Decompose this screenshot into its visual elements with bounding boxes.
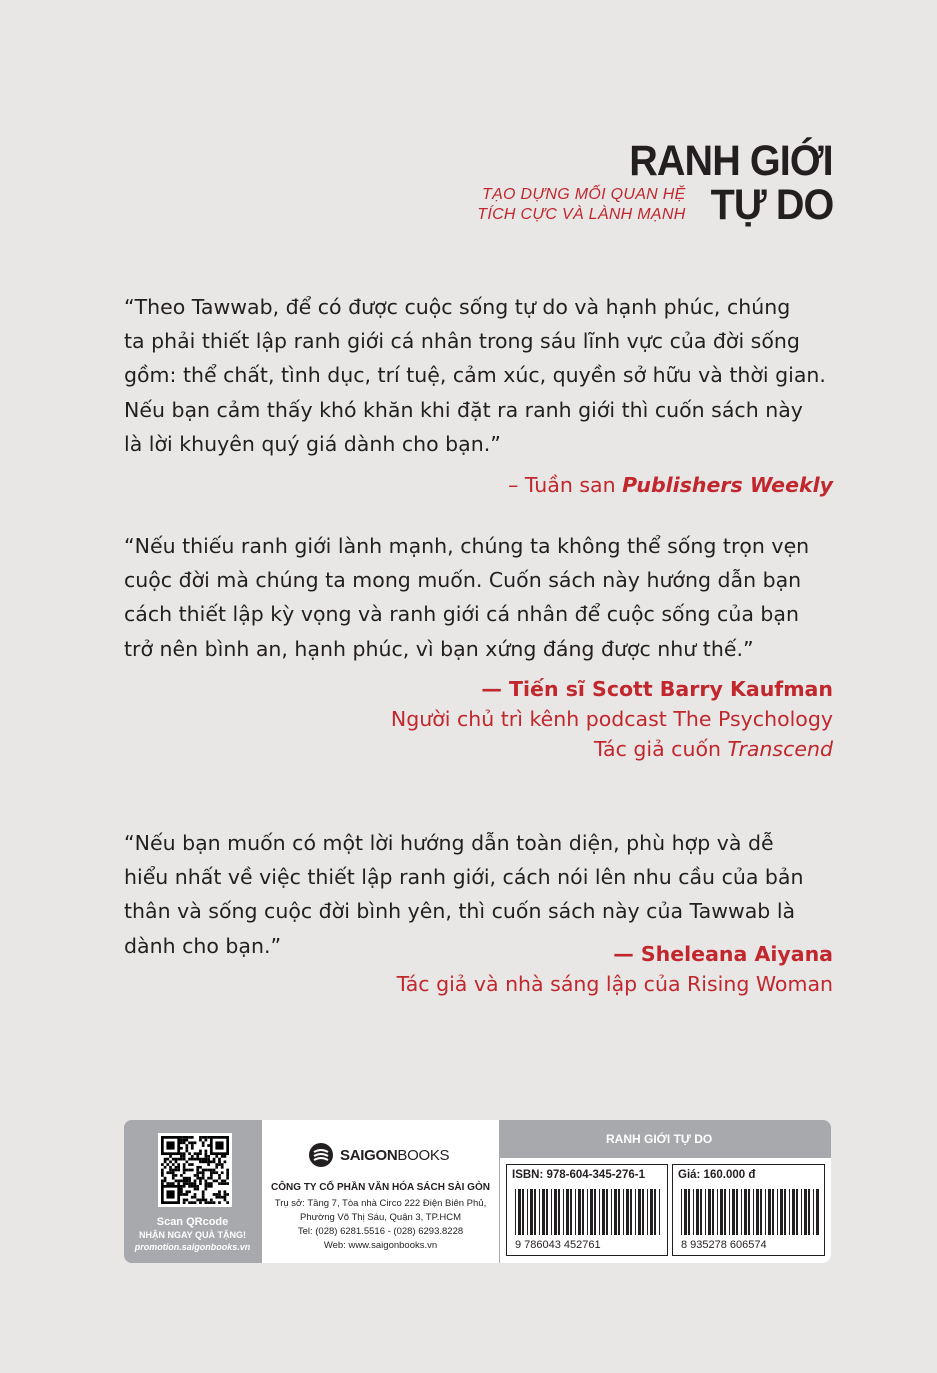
address-line: Trụ sở: Tầng 7, Tòa nhà Circo 222 Điện Biên Phủ, xyxy=(274,1198,487,1209)
title-row2 xyxy=(477,182,833,228)
publisher-logo-icon xyxy=(308,1142,334,1168)
subtitle-line1: TẠO DỰNG MỐI QUAN HỆ xyxy=(482,186,686,203)
attribution-name: — Sheleana Aiyana xyxy=(613,942,833,966)
qr-panel xyxy=(124,1120,261,1263)
attribution-prefix: – Tuần san xyxy=(508,473,623,497)
imprint-strip xyxy=(124,1120,831,1263)
info-panel xyxy=(500,1120,831,1263)
isbn-label: ISBN: 978-604-345-276-1 xyxy=(512,1169,645,1181)
attribution-book-title: Transcend xyxy=(727,737,833,761)
qr-url: promotion.saigonbooks.vn xyxy=(134,1242,251,1252)
price-barcode xyxy=(679,1189,820,1237)
attribution-kaufman xyxy=(391,674,833,764)
isbn-barcode xyxy=(513,1189,663,1237)
logo-light: BOOKS xyxy=(397,1146,450,1164)
publisher-panel xyxy=(262,1120,499,1263)
qr-label: Scan QRcode xyxy=(156,1216,229,1228)
price-box xyxy=(672,1164,825,1256)
attribution-name: — Tiến sĩ Scott Barry Kaufman xyxy=(481,677,833,701)
qr-code[interactable] xyxy=(158,1133,232,1207)
company-address xyxy=(262,1197,499,1253)
quote-line: “Theo Tawwab, để có được cuộc sống tự do và hạnh phúc, chúng xyxy=(124,295,791,319)
title-block xyxy=(477,138,833,228)
quote-line: “Nếu thiếu ranh giới lành mạnh, chúng ta không thể sống trọn vẹn xyxy=(124,534,810,558)
attribution-role: Tác giả và nhà sáng lập của Rising Woman xyxy=(396,972,833,996)
attribution-publishers-weekly xyxy=(508,470,833,500)
book-title-line2: TỰ DO xyxy=(710,181,833,229)
publisher-logo-text xyxy=(340,1147,449,1164)
publisher-logo xyxy=(308,1142,449,1168)
quote-line: trở nên bình an, hạnh phúc, vì bạn xứng đáng được như thế.” xyxy=(124,636,754,661)
book-title-line1: RANH GIỚI xyxy=(629,137,833,185)
quote-line: là lời khuyên quý giá dành cho bạn.” xyxy=(124,431,501,456)
quote-publishers-weekly xyxy=(124,290,836,461)
attribution-name: Publishers Weekly xyxy=(622,473,833,497)
address-line: Web: www.saigonbooks.vn xyxy=(323,1240,438,1251)
subtitle-line2: TÍCH CỰC VÀ LÀNH MẠNH xyxy=(477,206,686,223)
attribution-book xyxy=(391,734,833,764)
qr-code-graphic xyxy=(161,1136,229,1204)
attribution-book-prefix: Tác giả cuốn xyxy=(593,737,728,761)
isbn-box xyxy=(506,1164,668,1256)
quote-line: Nếu bạn cảm thấy khó khăn khi đặt ra ranh giới thì cuốn sách này xyxy=(124,397,803,422)
isbn-digits: 9 786043 452761 xyxy=(515,1239,601,1251)
company-name: CÔNG TY CỔ PHẦN VĂN HÓA SÁCH SÀI GÒN xyxy=(271,1182,490,1193)
book-subtitle xyxy=(477,185,685,225)
quote-line: dành cho bạn.” xyxy=(124,933,282,958)
quote-line: thân và sống cuộc đời bình yên, thì cuốn sách này của Tawwab là xyxy=(124,899,796,924)
price-digits: 8 935278 606574 xyxy=(681,1239,767,1251)
quote-line: cách thiết lập kỳ vọng và ranh giới cá nhân để cuộc sống của bạn xyxy=(124,602,799,627)
quote-line: gồm: thể chất, tình dục, trí tuệ, cảm xúc, quyền sở hữu và thời gian. xyxy=(124,363,826,388)
attribution-aiyana xyxy=(397,939,833,999)
quote-line: cuộc đời mà chúng ta mong muốn. Cuốn sách này hướng dẫn bạn xyxy=(124,568,802,593)
quote-line: ta phải thiết lập ranh giới cá nhân trong sáu lĩnh vực của đời sống xyxy=(124,329,800,354)
logo-bold: SAIGON xyxy=(340,1146,398,1164)
quote-kaufman xyxy=(124,529,836,666)
imprint-book-title: RANH GIỚI TỰ DO xyxy=(500,1120,831,1158)
quote-line: hiểu nhất về việc thiết lập ranh giới, cách nói lên nhu cầu của bản xyxy=(124,865,804,890)
address-line: Phường Võ Thị Sáu, Quận 3, TP.HCM xyxy=(300,1212,461,1223)
attribution-role: Người chủ trì kênh podcast The Psychology xyxy=(390,707,833,731)
qr-caption xyxy=(124,1215,261,1253)
quote-line: “Nếu bạn muốn có một lời hướng dẫn toàn diện, phù hợp và dễ xyxy=(124,831,774,855)
qr-promo: NHẬN NGAY QUÀ TẶNG! xyxy=(138,1230,246,1240)
address-line: Tel: (028) 6281.5516 - (028) 6293.8228 xyxy=(297,1226,464,1237)
price-label: Giá: 160.000 đ xyxy=(678,1169,756,1181)
